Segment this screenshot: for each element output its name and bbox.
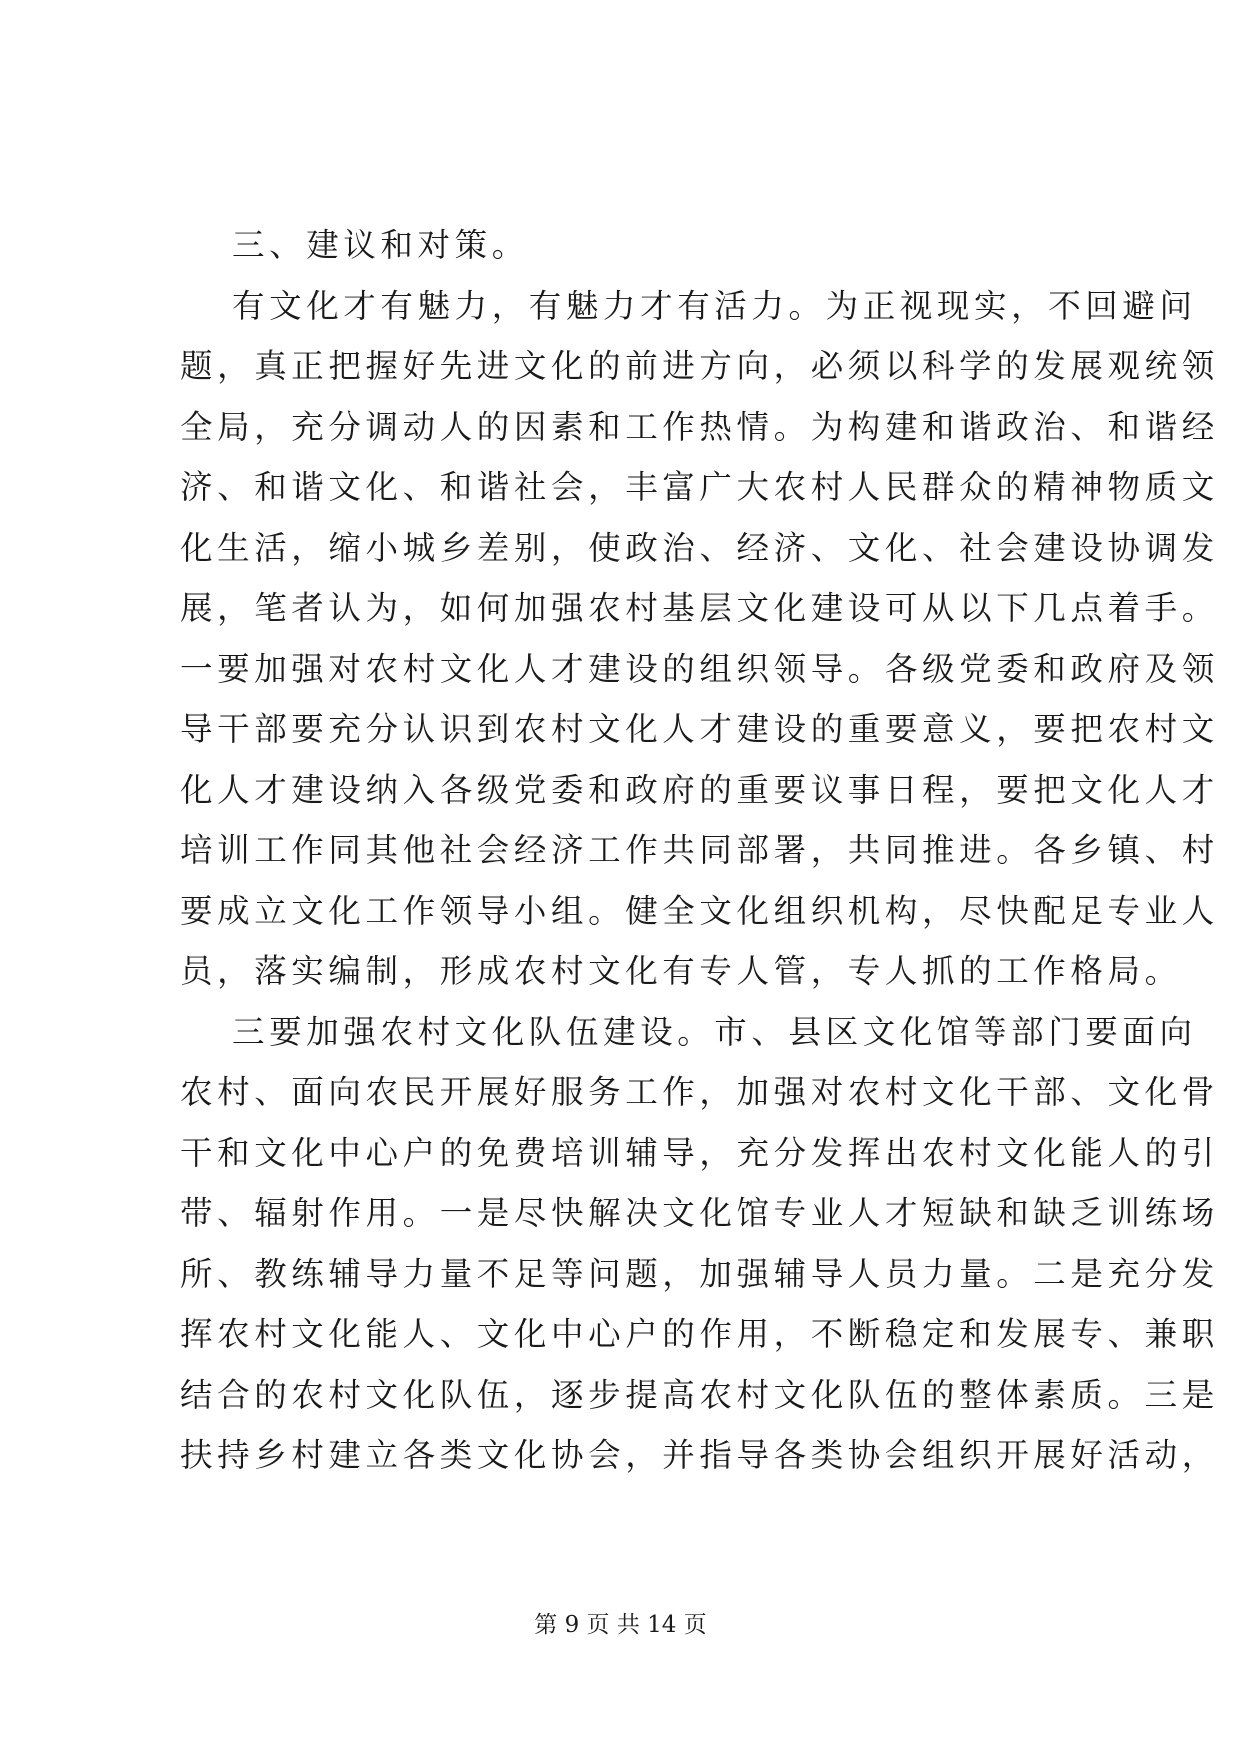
text-line: 扶持乡村建立各类文化协会，并指导各类协会组织开展好活动， — [180, 1436, 1219, 1474]
section-heading: 三、建议和对策。 — [232, 226, 529, 264]
text-line: 化生活，缩小城乡差别，使政治、经济、文化、社会建设协调发 — [180, 528, 1219, 567]
text-line: 农村、面向农民开展好服务工作，加强对农村文化干部、文化骨 — [180, 1073, 1219, 1111]
text-line: 三要加强农村文化队伍建设。市、县区文化馆等部门要面向 — [232, 1012, 1197, 1051]
text-line: 有文化才有魅力，有魅力才有活力。为正视现实，不回避问 — [232, 286, 1197, 325]
text-line: 导干部要充分认识到农村文化人才建设的重要意义，要把农村文 — [180, 710, 1219, 748]
text-line: 所、教练辅导力量不足等问题，加强辅导人员力量。二是充分发 — [180, 1254, 1219, 1293]
text-line: 员，落实编制，形成农村文化有专人管，专人抓的工作格局。 — [180, 952, 1182, 990]
page-number-footer: 第 9 页 共 14 页 — [534, 1612, 707, 1638]
text-line: 济、和谐文化、和谐社会，丰富广大农村人民群众的精神物质文 — [180, 468, 1219, 506]
text-line: 培训工作同其他社会经济工作共同部署，共同推进。各乡镇、村 — [180, 831, 1219, 869]
text-line: 一要加强对农村文化人才建设的组织领导。各级党委和政府及领 — [180, 649, 1219, 688]
document-body — [180, 215, 1219, 1486]
text-line: 展，笔者认为，如何加强农村基层文化建设可从以下几点着手。 — [180, 589, 1219, 627]
text-line: 带、辐射作用。一是尽快解决文化馆专业人才短缺和缺乏训练场 — [180, 1194, 1219, 1232]
text-line: 干和文化中心户的免费培训辅导，充分发挥出农村文化能人的引 — [180, 1133, 1219, 1172]
text-line: 题，真正把握好先进文化的前进方向，必须以科学的发展观统领 — [180, 347, 1219, 385]
text-line: 全局，充分调动人的因素和工作热情。为构建和谐政治、和谐经 — [180, 407, 1219, 446]
text-line: 结合的农村文化队伍，逐步提高农村文化队伍的整体素质。三是 — [180, 1375, 1219, 1414]
text-line: 挥农村文化能人、文化中心户的作用，不断稳定和发展专、兼职 — [180, 1315, 1219, 1353]
text-line: 化人才建设纳入各级党委和政府的重要议事日程，要把文化人才 — [180, 770, 1219, 809]
text-line: 要成立文化工作领导小组。健全文化组织机构，尽快配足专业人 — [180, 891, 1219, 930]
